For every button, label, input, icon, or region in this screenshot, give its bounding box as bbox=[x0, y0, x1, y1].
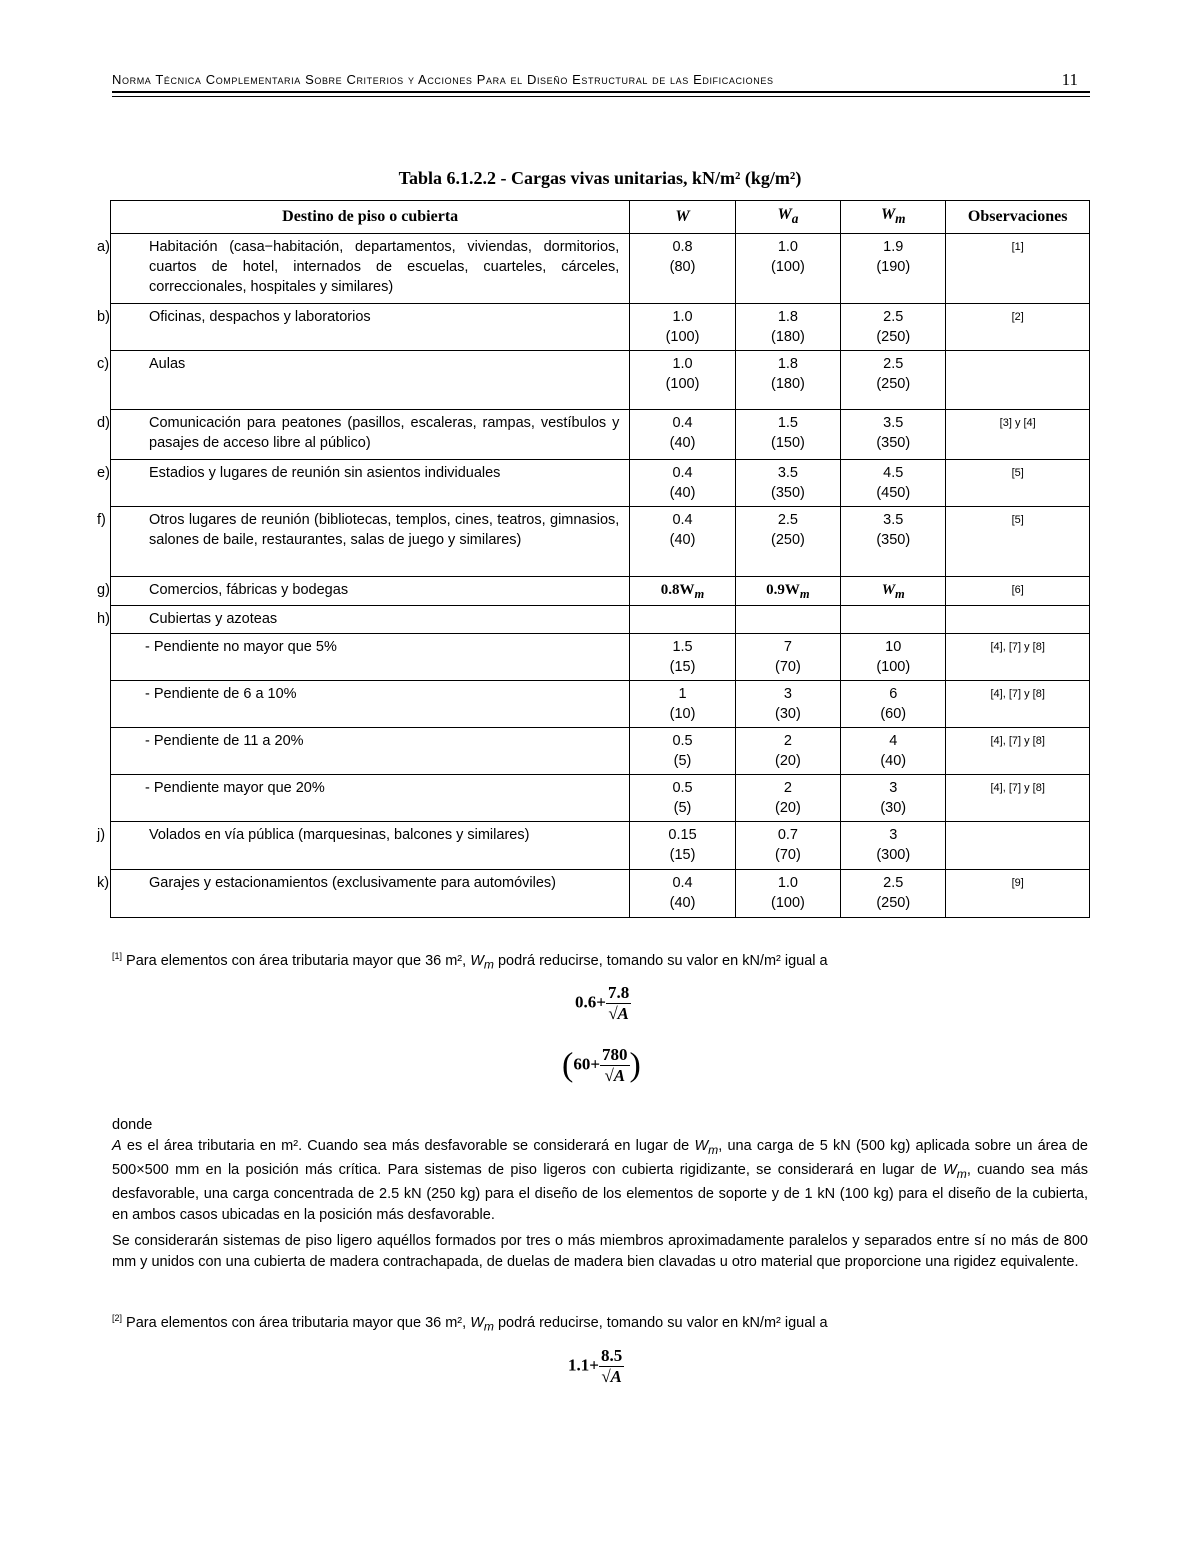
col-header-wm: $W_m$ bbox=[841, 201, 946, 234]
row-destination: d) Comunicación para peatones (pasillos, escaleras, rampas, vestíbulos y pasajes de acceso libre al público) bbox=[111, 410, 630, 460]
cell-observations: [9] bbox=[946, 870, 1090, 918]
cell-observations: [4], [7] y [8] bbox=[946, 681, 1090, 728]
table-row bbox=[111, 304, 1090, 351]
table-row bbox=[111, 775, 1090, 822]
cell-wa: 1.8 (180) bbox=[735, 304, 840, 351]
header-rule-thin bbox=[112, 96, 1090, 97]
page-header bbox=[112, 70, 1090, 94]
cell-w bbox=[630, 606, 735, 634]
cell-wm: 2.5 (250) bbox=[841, 304, 946, 351]
table-row bbox=[111, 606, 1090, 634]
row-destination: g) Comercios, fábricas y bodegas bbox=[111, 577, 630, 606]
cell-wm bbox=[841, 606, 946, 634]
cell-observations: [4], [7] y [8] bbox=[946, 728, 1090, 775]
cell-w: 1.5 (15) bbox=[630, 634, 735, 681]
cell-observations: [5] bbox=[946, 507, 1090, 577]
table-row bbox=[111, 460, 1090, 507]
donde-label: donde bbox=[112, 1117, 153, 1133]
table-row bbox=[111, 351, 1090, 410]
table-row bbox=[111, 634, 1090, 681]
cell-wa: 1.5 (150) bbox=[735, 410, 840, 460]
row-destination: j) Volados en vía pública (marquesinas, balcones y similares) bbox=[111, 822, 630, 870]
col-header-observations: Observaciones bbox=[946, 201, 1090, 234]
row-destination: h) Cubiertas y azoteas bbox=[111, 606, 630, 634]
page-number: 11 bbox=[1061, 70, 1078, 89]
cell-wm: 2.5 (250) bbox=[841, 351, 946, 410]
cell-wa bbox=[735, 606, 840, 634]
row-destination: - Pendiente mayor que 20% bbox=[111, 775, 630, 822]
cell-wm: 2.5 (250) bbox=[841, 870, 946, 918]
cell-w: 0.5 (5) bbox=[630, 775, 735, 822]
footnote-1-body bbox=[112, 1115, 1088, 1272]
footnote-marker: [1] bbox=[112, 951, 123, 961]
cell-w: 0.4 (40) bbox=[630, 460, 735, 507]
row-destination: - Pendiente no mayor que 5% bbox=[111, 634, 630, 681]
table-row bbox=[111, 681, 1090, 728]
cell-w: 1 (10) bbox=[630, 681, 735, 728]
table-row bbox=[111, 234, 1090, 304]
cell-wa: 7 (70) bbox=[735, 634, 840, 681]
table-header-row bbox=[111, 201, 1090, 234]
cell-observations bbox=[946, 822, 1090, 870]
col-header-wa: $W_a$ bbox=[735, 201, 840, 234]
cell-wa: 3 (30) bbox=[735, 681, 840, 728]
cell-w: 0.15 (15) bbox=[630, 822, 735, 870]
cell-wm: 3.5 (350) bbox=[841, 507, 946, 577]
cell-w: 1.0 (100) bbox=[630, 304, 735, 351]
formula-1: 0.6+ $\frac{7.8}{√A}$ bbox=[575, 983, 630, 1023]
cell-wm: 3.5 (350) bbox=[841, 410, 946, 460]
running-title: Norma Técnica Complementaria Sobre Criterios y Acciones Para el Diseño Estructural de las Edificaciones bbox=[112, 72, 774, 87]
cell-wm: 4 (40) bbox=[841, 728, 946, 775]
table-row bbox=[111, 870, 1090, 918]
row-destination: e) Estadios y lugares de reunión sin asientos individuales bbox=[111, 460, 630, 507]
table-row bbox=[111, 507, 1090, 577]
cell-wm: 3 (30) bbox=[841, 775, 946, 822]
formula-3: 1.1+ $\frac{8.5}{√A}$ bbox=[568, 1346, 623, 1386]
cell-w: 1.0 (100) bbox=[630, 351, 735, 410]
table-row bbox=[111, 822, 1090, 870]
header-rule bbox=[112, 91, 1090, 93]
table-row bbox=[111, 410, 1090, 460]
cell-w: 0.8 (80) bbox=[630, 234, 735, 304]
row-destination: - Pendiente de 11 a 20% bbox=[111, 728, 630, 775]
cell-wm: 10 (100) bbox=[841, 634, 946, 681]
cell-wa: 2 (20) bbox=[735, 775, 840, 822]
footnote-marker: [2] bbox=[112, 1313, 123, 1323]
cell-observations: [1] bbox=[946, 234, 1090, 304]
cell-observations: [2] bbox=[946, 304, 1090, 351]
cell-observations: [3] y [4] bbox=[946, 410, 1090, 460]
cell-wm: $W_m$ bbox=[841, 577, 946, 606]
cell-wa: 1.0 (100) bbox=[735, 870, 840, 918]
row-destination: c) Aulas bbox=[111, 351, 630, 410]
cell-w: $0.8W_m$ bbox=[630, 577, 735, 606]
cell-wm: 3 (300) bbox=[841, 822, 946, 870]
cell-observations bbox=[946, 606, 1090, 634]
cell-observations: [6] bbox=[946, 577, 1090, 606]
cell-wa: 2 (20) bbox=[735, 728, 840, 775]
row-destination: b) Oficinas, despachos y laboratorios bbox=[111, 304, 630, 351]
cell-wa: 1.8 (180) bbox=[735, 351, 840, 410]
footnote-2: [2] Para elementos con área tributaria mayor que 36 m², $W_m$ podrá reducirse, tomando su valor en kN/m² igual a bbox=[112, 1313, 828, 1334]
cell-observations: [4], [7] y [8] bbox=[946, 634, 1090, 681]
cell-wa: 3.5 (350) bbox=[735, 460, 840, 507]
paragraph: Se considerarán sistemas de piso ligero aquéllos formados por tres o más miembros aproximadamente paralelos y separados entre sí no más de 800 mm y unidos con una cubierta de madera contrachapada, de duelas de madera bien clavadas u otro material que proporcione una rigidez equivalente. bbox=[112, 1233, 1088, 1270]
table-caption: Tabla 6.1.2.2 - Cargas vivas unitarias, kN/m² (kg/m²) bbox=[398, 168, 802, 188]
cell-w: 0.4 (40) bbox=[630, 870, 735, 918]
col-header-w: W bbox=[630, 201, 735, 234]
cell-w: 0.5 (5) bbox=[630, 728, 735, 775]
cell-w: 0.4 (40) bbox=[630, 507, 735, 577]
cell-observations: [5] bbox=[946, 460, 1090, 507]
cell-wm: 4.5 (450) bbox=[841, 460, 946, 507]
paragraph: A es el área tributaria en m². Cuando sea más desfavorable se considerará en lugar de $W_m$, una carga de 5 kN (500 kg) aplicada sobre un área de 500×500 mm en la posición más crítica. Para sistemas de piso ligeros con cubierta rigidizante, se considerará en lugar de $W_m$, cuando sea más desfavorable, una carga concentrada de 2.5 kN (250 kg) para el diseño de los elementos de soporte y de 1 kN (100 kg) para el diseño de la cubierta, en ambos casos ubicadas en la posición más desfavorable. bbox=[112, 1137, 1088, 1223]
table-row bbox=[111, 728, 1090, 775]
cell-wa: 1.0 (100) bbox=[735, 234, 840, 304]
live-loads-table bbox=[97, 200, 1090, 918]
col-header-destination: Destino de piso o cubierta bbox=[111, 201, 630, 234]
cell-wa: 0.7 (70) bbox=[735, 822, 840, 870]
cell-wm: 6 (60) bbox=[841, 681, 946, 728]
cell-observations: [4], [7] y [8] bbox=[946, 775, 1090, 822]
formula-2: (60+ $\frac{780}{√A}$ ) bbox=[562, 1045, 641, 1085]
row-destination: a) Habitación (casa−habitación, departamentos, viviendas, dormitorios, cuartos de hotel, internados de escuelas, cuarteles, cárceles, correccionales, hospitales y similares) bbox=[111, 234, 630, 304]
cell-wa: 2.5 (250) bbox=[735, 507, 840, 577]
row-destination: - Pendiente de 6 a 10% bbox=[111, 681, 630, 728]
cell-wm: 1.9 (190) bbox=[841, 234, 946, 304]
cell-wa: $0.9W_m$ bbox=[735, 577, 840, 606]
cell-w: 0.4 (40) bbox=[630, 410, 735, 460]
table-row bbox=[111, 577, 1090, 606]
row-destination: f) Otros lugares de reunión (bibliotecas, templos, cines, teatros, gimnasios, salones de baile, restaurantes, salas de juego y similares) bbox=[111, 507, 630, 577]
cell-observations bbox=[946, 351, 1090, 410]
row-destination: k) Garajes y estacionamientos (exclusivamente para automóviles) bbox=[111, 870, 630, 918]
footnote-1: [1] Para elementos con área tributaria mayor que 36 m², $W_m$ podrá reducirse, tomando su valor en kN/m² igual a bbox=[112, 951, 828, 972]
